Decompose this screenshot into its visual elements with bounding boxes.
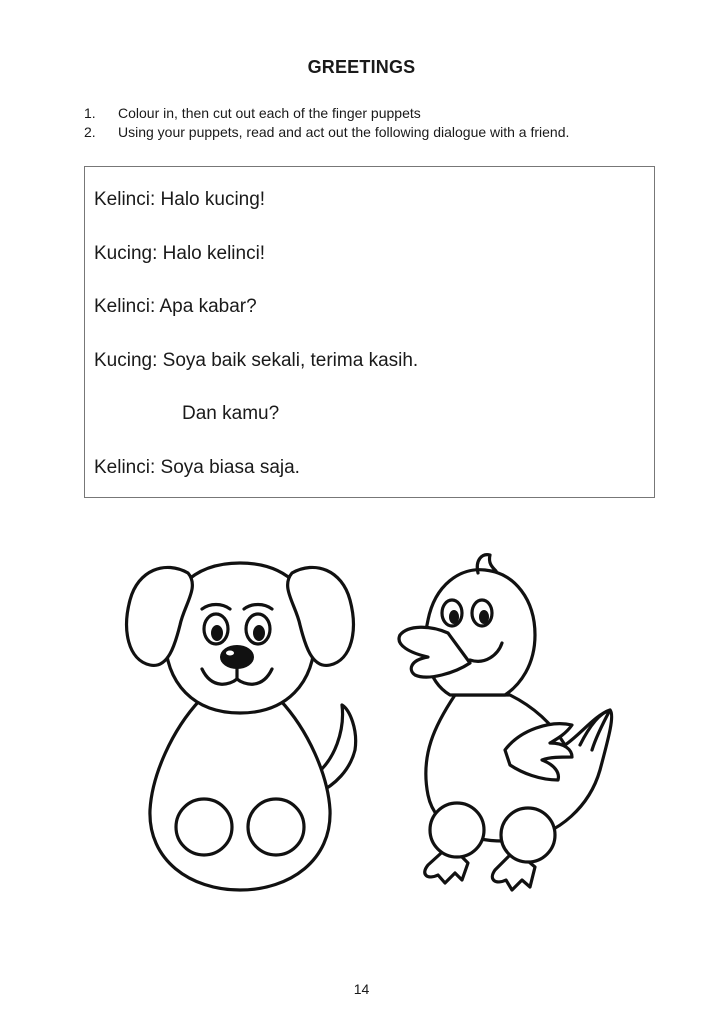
duck-puppet-icon <box>399 555 612 890</box>
dialogue-line: Kucing: Halo kelinci! <box>94 242 266 264</box>
instruction-number: 1. <box>84 105 96 121</box>
puppet-illustrations <box>110 545 630 915</box>
finger-hole-icon <box>248 799 304 855</box>
dialogue-line: Kelinci: Soya biasa saja. <box>94 456 300 478</box>
dialogue-line: Kucing: Soya baik sekali, terima kasih. <box>94 349 419 371</box>
instruction-number: 2. <box>84 124 96 140</box>
page-title: GREETINGS <box>307 57 416 77</box>
instruction-item <box>84 104 684 123</box>
instruction-text: Using your puppets, read and act out the following dialogue with a friend. <box>118 124 570 140</box>
finger-hole-icon <box>176 799 232 855</box>
dog-puppet-icon <box>127 563 356 890</box>
page-number: 14 <box>353 981 370 997</box>
dialogue-line: Kelinci: Apa kabar? <box>94 296 257 317</box>
instructions-list <box>84 104 684 142</box>
finger-hole-icon <box>430 803 484 857</box>
dialogue-line: Kelinci: Halo kucing! <box>94 189 266 210</box>
dialogue-line: Dan kamu? <box>182 403 280 424</box>
instruction-text: Colour in, then cut out each of the finger puppets <box>118 105 421 121</box>
instruction-item <box>84 123 684 142</box>
dialogue-box <box>84 166 655 498</box>
finger-hole-icon <box>501 808 555 862</box>
